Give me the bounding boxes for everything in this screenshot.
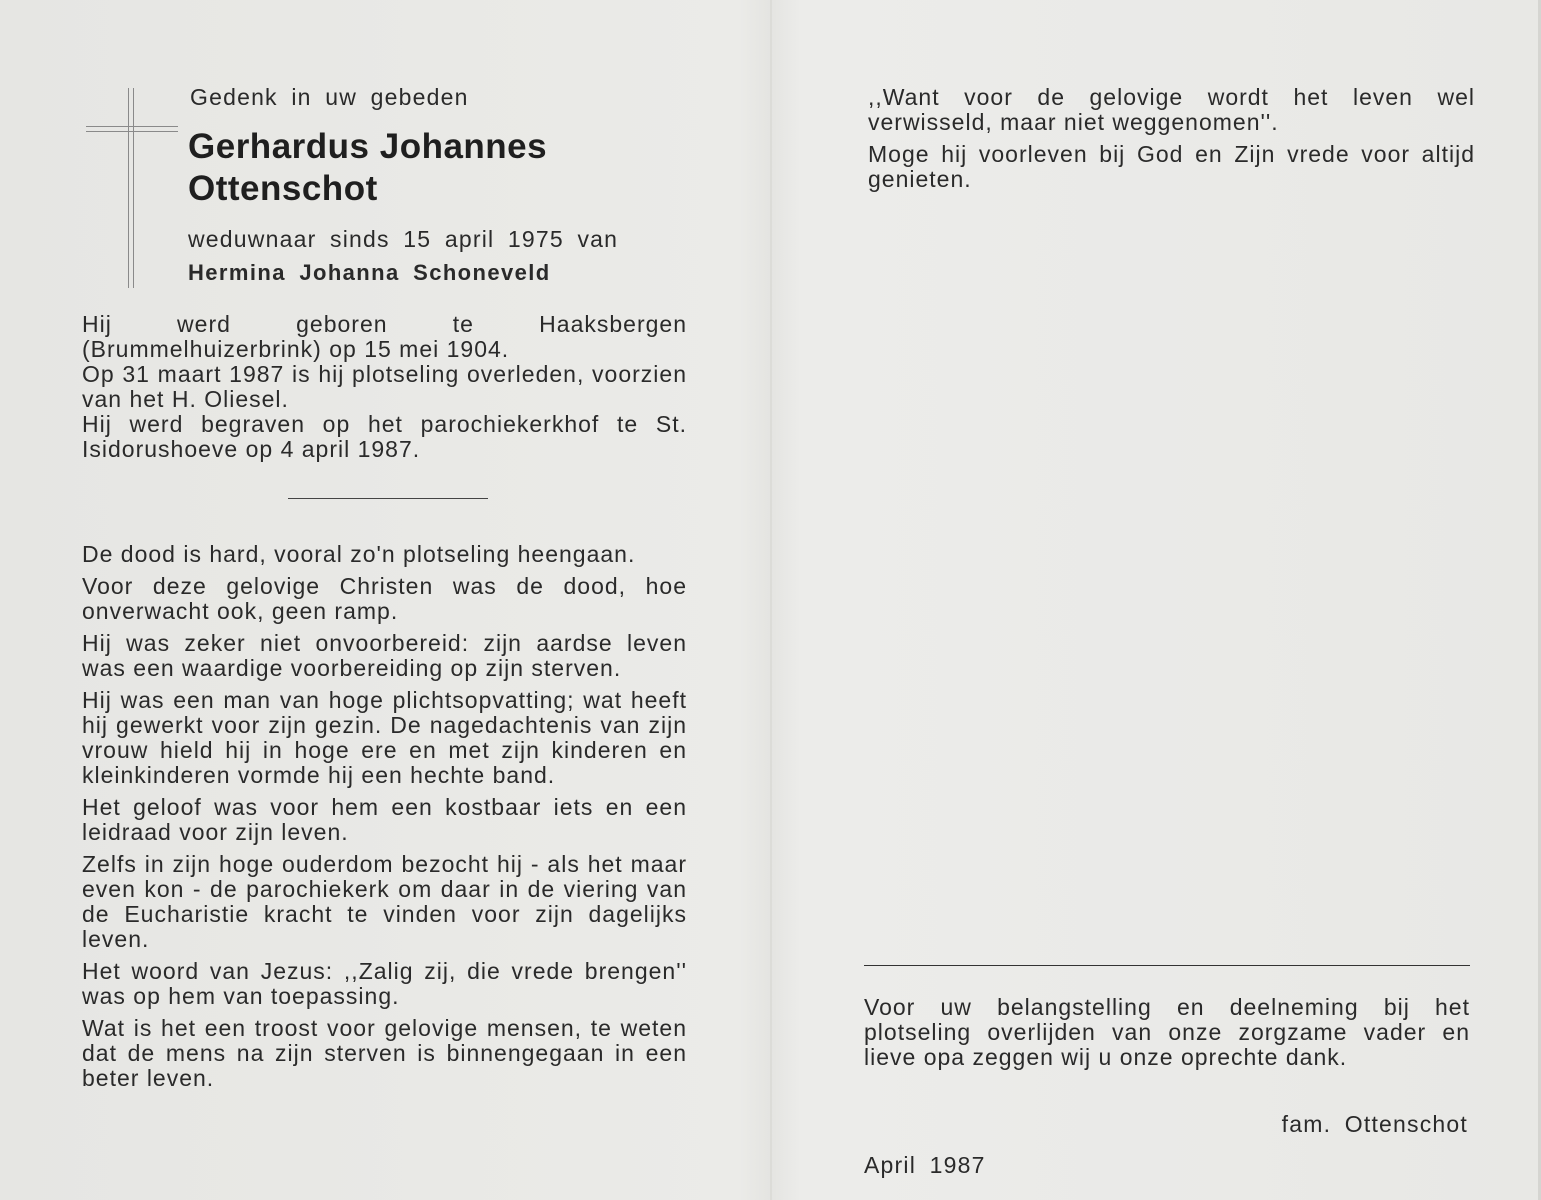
reflection-paragraph: Voor deze gelovige Christen was de dood, hoe onverwacht ook, geen ramp.	[82, 573, 687, 624]
name-line-1: Gerhardus Johannes	[188, 127, 548, 166]
card-date: April 1987	[864, 1152, 986, 1178]
deceased-name	[188, 126, 547, 210]
reflection-paragraph: Wat is het een troost voor gelovige mensen, te weten dat de mens na zijn sterven is binnengegaan in een beter leven.	[82, 1015, 687, 1091]
reflection-paragraph: Zelfs in zijn hoge ouderdom bezocht hij - als het maar even kon - de parochiekerk om daar in de viering van de Eucharistie kracht te vinden voor zijn dagelijks leven.	[82, 851, 687, 952]
reflection-paragraph: Het geloof was voor hem een kostbaar iets en een leidraad voor zijn leven.	[82, 794, 687, 845]
spouse-name: Hermina Johanna Schoneveld	[188, 260, 551, 285]
quote-block	[868, 85, 1475, 199]
bio-death: Op 31 maart 1987 is hij plotseling overleden, voorzien van het H. Oliesel.	[82, 361, 687, 412]
widower-line: weduwnaar sinds 15 april 1975 van	[188, 226, 619, 252]
divider	[288, 498, 488, 499]
reflection-paragraph: De dood is hard, vooral zo'n plotseling heengaan.	[82, 541, 636, 567]
bio-birth: Hij werd geboren te Haaksbergen (Brummelhuizerbrink) op 15 mei 1904.	[82, 311, 687, 362]
quote-text: ,,Want voor de gelovige wordt het leven wel verwisseld, maar niet weggenomen''.	[868, 84, 1475, 135]
intro-line: Gedenk in uw gebeden	[190, 84, 469, 110]
thanks-block	[864, 995, 1470, 1077]
divider	[864, 965, 1470, 966]
family-signature: fam. Ottenschot	[1281, 1111, 1468, 1137]
prayer-text: Moge hij voorleven bij God en Zijn vrede voor altijd genieten.	[868, 141, 1475, 192]
card-fold	[770, 0, 772, 1200]
reflections	[82, 542, 687, 1098]
biography	[82, 312, 687, 462]
name-line-2: Ottenschot	[188, 169, 378, 208]
reflection-paragraph: Het woord van Jezus: ,,Zalig zij, die vrede brengen'' was op hem van toepassing.	[82, 958, 687, 1009]
reflection-paragraph: Hij was zeker niet onvoorbereid: zijn aardse leven was een waardige voorbereiding op zijn sterven.	[82, 630, 687, 681]
cross-icon-horizontal	[86, 126, 178, 132]
cross-icon-vertical	[128, 88, 134, 288]
bio-burial: Hij werd begraven op het parochiekerkhof te St. Isidorushoeve op 4 april 1987.	[82, 411, 687, 462]
thanks-text: Voor uw belangstelling en deelneming bij het plotseling overlijden van onze zorgzame vader en lieve opa zeggen wij u onze oprechte dank.	[864, 994, 1470, 1070]
reflection-paragraph: Hij was een man van hoge plichtsopvatting; wat heeft hij gewerkt voor zijn gezin. De nagedachtenis van zijn vrouw hield hij in hoge ere en met zijn kinderen en kleinkinderen vormde hij een hechte band.	[82, 687, 687, 788]
